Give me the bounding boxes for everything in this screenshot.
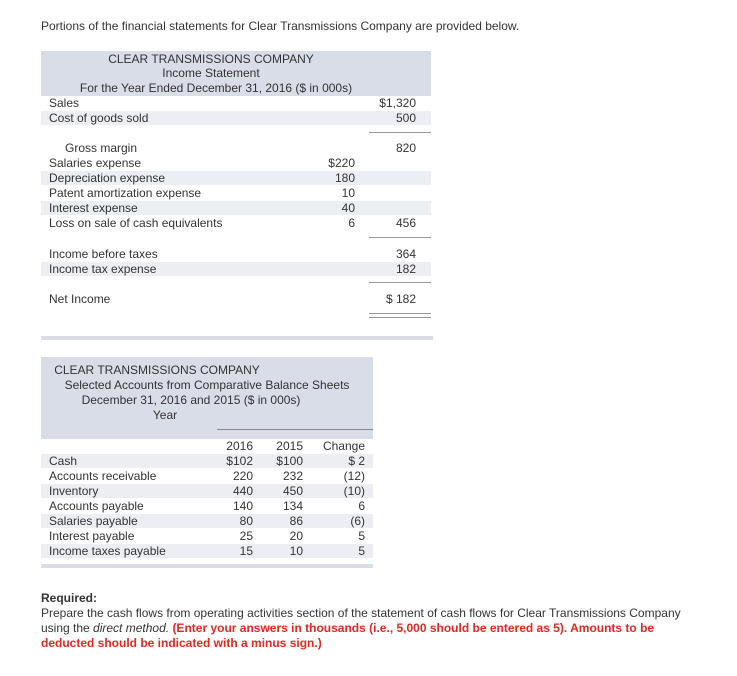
salaries-value: $220 (328, 156, 355, 170)
bs-cell-2015: 450 (282, 484, 303, 498)
cogs-label: Cost of goods sold (49, 111, 149, 125)
required-title: Required: (41, 591, 98, 605)
col-2016: 2016 (226, 439, 253, 453)
bs-row-label: Accounts receivable (49, 469, 157, 483)
bs-period: December 31, 2016 and 2015 ($ in 000s) (81, 393, 301, 407)
bs-cell-change: (10) (343, 484, 365, 498)
bs-cell-2016: 440 (232, 484, 253, 498)
bs-cell-change: (12) (343, 469, 365, 483)
sales-label: Sales (49, 96, 80, 110)
balance-sheet-header (41, 357, 373, 439)
col-change: Change (322, 439, 365, 453)
bs-cell-2015: 134 (282, 499, 303, 513)
bs-row-label: Income taxes payable (49, 544, 166, 558)
bs-cell-2015: 10 (289, 544, 303, 558)
bs-company: CLEAR TRANSMISSIONS COMPANY (54, 363, 260, 377)
bs-title: Selected Accounts from Comparative Balance Sheets (64, 378, 350, 392)
depreciation-label: Depreciation expense (49, 171, 166, 185)
required-instruction: (Enter your answers in thousands (i.e., 5,000 should be entered as 5). Amounts to be deducted should be indicated with a minus sign.) (41, 621, 655, 650)
tax-value: 182 (395, 262, 416, 276)
rule (369, 237, 431, 238)
income-statement (41, 51, 431, 341)
rule (369, 313, 431, 314)
depreciation-value: 180 (334, 171, 355, 185)
gross-margin-label: Gross margin (65, 141, 138, 155)
table-bottom-bar (41, 336, 433, 340)
patent-value: 10 (341, 186, 355, 200)
bs-cell-change: 6 (358, 499, 365, 513)
interest-value: 40 (341, 201, 355, 215)
total-expenses-value: 456 (395, 216, 416, 230)
bs-row-label: Cash (49, 454, 78, 468)
salaries-label: Salaries expense (49, 156, 142, 170)
rule (217, 429, 373, 430)
interest-label: Interest expense (49, 201, 138, 215)
required-section (41, 591, 681, 651)
patent-label: Patent amortization expense (49, 186, 202, 200)
loss-value: 6 (348, 216, 355, 230)
bs-cell-2016: 220 (232, 469, 253, 483)
net-income-value: $ 182 (385, 292, 416, 306)
bs-row-label: Salaries payable (49, 514, 138, 528)
is-period: For the Year Ended December 31, 2016 ($ in 000s) (79, 81, 353, 95)
ibt-label: Income before taxes (49, 247, 158, 261)
col-2015: 2015 (276, 439, 303, 453)
bs-cell-2016: $102 (226, 454, 253, 468)
bs-cell-2015: 232 (282, 469, 303, 483)
cogs-value: 500 (395, 111, 416, 125)
bs-cell-2016: 80 (239, 514, 253, 528)
required-method: direct method. (93, 621, 170, 635)
is-company: CLEAR TRANSMISSIONS COMPANY (108, 52, 314, 66)
gross-margin-value: 820 (395, 141, 416, 155)
intro-text: Portions of the financial statements for Clear Transmissions Company are provided below. (41, 19, 520, 33)
bs-cell-2015: 20 (289, 529, 303, 543)
bs-cell-change: $ 2 (348, 454, 365, 468)
bs-cell-2015: 86 (289, 514, 303, 528)
bs-cell-2016: 15 (239, 544, 253, 558)
rule (369, 132, 431, 133)
sales-value: $1,320 (379, 96, 416, 110)
bs-row-label: Inventory (49, 484, 99, 498)
bs-cell-2016: 140 (232, 499, 253, 513)
balance-sheet (41, 357, 373, 569)
is-title: Income Statement (162, 66, 260, 80)
bs-row-label: Accounts payable (49, 499, 144, 513)
net-income-label: Net Income (49, 292, 111, 306)
loss-label: Loss on sale of cash equivalents (49, 216, 223, 230)
required-text: Prepare the cash flows from operating activities section of the statement of cash flows for Clear Transmissions Company using the (41, 606, 681, 635)
rule (369, 317, 431, 318)
tax-label: Income tax expense (49, 262, 157, 276)
table-bottom-bar (41, 564, 373, 568)
bs-cell-2015: $100 (276, 454, 303, 468)
bs-year-label: Year (152, 408, 178, 422)
bs-cell-change: 5 (358, 544, 365, 558)
bs-row-label: Interest payable (49, 529, 135, 543)
bs-cell-change: (6) (350, 514, 365, 528)
rule (369, 282, 431, 283)
ibt-value: 364 (395, 247, 416, 261)
income-statement-header (41, 51, 431, 96)
bs-cell-2016: 25 (239, 529, 253, 543)
bs-cell-change: 5 (358, 529, 365, 543)
